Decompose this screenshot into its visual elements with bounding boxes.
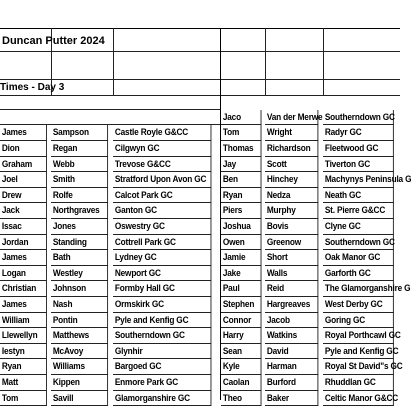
left-first-name-cell[interactable]: Christian xyxy=(0,281,47,297)
right-first-name-cell[interactable]: Paul xyxy=(221,281,261,297)
left-club-cell[interactable]: Stratford Upon Avon GC xyxy=(113,172,211,188)
right-first-name-cell[interactable]: Connor xyxy=(221,313,261,329)
left-club-cell[interactable]: Bargoed GC xyxy=(113,359,211,375)
right-first-name-cell[interactable]: Ben xyxy=(221,172,261,188)
right-club-cell[interactable]: Royal St David"s GC xyxy=(323,359,394,375)
left-club-cell[interactable]: Trevose G&CC xyxy=(113,157,211,173)
right-club-cell[interactable]: The Glamorganshire G xyxy=(323,281,394,297)
right-first-name-cell[interactable]: Thomas xyxy=(221,141,261,157)
sheet-title: Duncan Putter 2024 xyxy=(2,35,105,47)
left-last-name-cell[interactable]: Williams xyxy=(51,359,108,375)
left-first-name-cell[interactable]: Tom xyxy=(0,391,47,406)
right-first-name-cell[interactable]: Jaco xyxy=(221,110,261,126)
right-last-name-cell[interactable]: Short xyxy=(265,250,318,266)
left-club-cell[interactable]: Ormskirk GC xyxy=(113,297,211,313)
left-last-name-cell[interactable]: Johnson xyxy=(51,281,108,297)
left-club-cell[interactable]: Lydney GC xyxy=(113,250,211,266)
left-first-name-cell[interactable]: Issac xyxy=(0,219,47,235)
right-last-name-cell[interactable]: Scott xyxy=(265,157,318,173)
left-first-name-cell[interactable]: Drew xyxy=(0,188,47,204)
right-club-cell[interactable]: Pyle and Kenfig GC xyxy=(323,344,394,360)
right-club-cell[interactable]: Neath GC xyxy=(323,188,394,204)
left-last-name-cell[interactable]: Matthews xyxy=(51,328,108,344)
right-club-cell[interactable]: Southerndown GC xyxy=(323,110,394,126)
left-club-cell[interactable]: Cilgwyn GC xyxy=(113,141,211,157)
right-first-name-cell[interactable]: Jamie xyxy=(221,250,261,266)
right-last-name-cell[interactable]: Van der Merwe xyxy=(265,110,318,126)
right-last-name-cell[interactable]: Nedza xyxy=(265,188,318,204)
left-last-name-cell[interactable]: Webb xyxy=(51,157,108,173)
left-last-name-cell[interactable]: McAvoy xyxy=(51,344,108,360)
grid-line xyxy=(113,28,114,96)
left-first-name-cell[interactable]: Dion xyxy=(0,141,47,157)
right-club-cell[interactable]: Celtic Manor G&CC xyxy=(323,391,394,406)
left-last-name-cell[interactable]: Kippen xyxy=(51,375,108,391)
right-first-name-cell[interactable]: Joshua xyxy=(221,219,261,235)
left-last-name-cell[interactable]: Smith xyxy=(51,172,108,188)
grid-line xyxy=(0,95,400,96)
right-last-name-cell[interactable]: Walls xyxy=(265,266,318,282)
left-first-name-cell[interactable]: Joel xyxy=(0,172,47,188)
right-last-name-cell[interactable]: Wright xyxy=(265,125,318,141)
left-last-name-cell[interactable]: Westley xyxy=(51,266,108,282)
right-club-cell[interactable]: Royal Porthcawl GC xyxy=(323,328,394,344)
grid-line xyxy=(265,28,266,96)
left-first-name-cell[interactable]: Jack xyxy=(0,203,47,219)
grid-line xyxy=(0,51,400,52)
left-first-name-cell[interactable]: James xyxy=(0,250,47,266)
left-last-name-cell[interactable]: Standing xyxy=(51,235,108,251)
right-last-name-cell[interactable]: Hargreaves xyxy=(265,297,318,313)
right-first-name-cell[interactable]: Caolan xyxy=(221,375,261,391)
right-club-cell[interactable]: St. Pierre G&CC xyxy=(323,203,394,219)
right-club-cell[interactable]: Clyne GC xyxy=(323,219,394,235)
right-last-name-cell[interactable]: David xyxy=(265,344,318,360)
left-club-cell[interactable]: Formby Hall GC xyxy=(113,281,211,297)
left-first-name-cell[interactable]: Ryan xyxy=(0,359,47,375)
right-last-name-cell[interactable]: Bovis xyxy=(265,219,318,235)
right-first-name-cell[interactable]: Owen xyxy=(221,235,261,251)
right-first-name-cell[interactable]: Ryan xyxy=(221,188,261,204)
left-first-name-cell[interactable]: Logan xyxy=(0,266,47,282)
right-club-cell[interactable]: Oak Manor GC xyxy=(323,250,394,266)
left-last-name-cell[interactable]: Jones xyxy=(51,219,108,235)
left-last-name-cell[interactable]: Bath xyxy=(51,250,108,266)
left-last-name-cell[interactable]: Regan xyxy=(51,141,108,157)
left-club-cell[interactable]: Glynhir xyxy=(113,344,211,360)
left-first-name-cell[interactable]: Matt xyxy=(0,375,47,391)
right-first-name-cell[interactable]: Kyle xyxy=(221,359,261,375)
left-club-cell[interactable]: Pyle and Kenfig GC xyxy=(113,313,211,329)
left-club-cell[interactable]: Castle Royle G&CC xyxy=(113,125,211,141)
left-club-cell[interactable]: Glamorganshire GC xyxy=(113,391,211,406)
right-club-cell[interactable]: Fleetwood GC xyxy=(323,141,394,157)
left-first-name-cell[interactable]: Iestyn xyxy=(0,344,47,360)
right-last-name-cell[interactable]: Baker xyxy=(265,391,318,406)
left-club-cell[interactable]: Newport GC xyxy=(113,266,211,282)
left-club-cell[interactable]: Cottrell Park GC xyxy=(113,235,211,251)
right-last-name-cell[interactable]: Harman xyxy=(265,359,318,375)
left-first-name-cell[interactable]: Jordan xyxy=(0,235,47,251)
sheet-subtitle: Times - Day 3 xyxy=(0,82,65,93)
top-border xyxy=(0,28,400,29)
right-first-name-cell[interactable]: Stephen xyxy=(221,297,261,313)
left-club-cell[interactable]: Enmore Park GC xyxy=(113,375,211,391)
right-last-name-cell[interactable]: Reid xyxy=(265,281,318,297)
left-first-name-cell[interactable]: Llewellyn xyxy=(0,328,47,344)
left-last-name-cell[interactable]: Nash xyxy=(51,297,108,313)
left-last-name-cell[interactable]: Pontin xyxy=(51,313,108,329)
left-club-cell[interactable]: Oswestry GC xyxy=(113,219,211,235)
right-last-name-cell[interactable]: Watkins xyxy=(265,328,318,344)
left-club-cell[interactable]: Southerndown GC xyxy=(113,328,211,344)
grid-line xyxy=(323,28,324,96)
right-first-name-cell[interactable]: Piers xyxy=(221,203,261,219)
right-club-cell[interactable]: West Derby GC xyxy=(323,297,394,313)
right-first-name-cell[interactable]: Jay xyxy=(221,157,261,173)
right-last-name-cell[interactable]: Hinchey xyxy=(265,172,318,188)
left-last-name-cell[interactable]: Northgraves xyxy=(51,203,108,219)
right-first-name-cell[interactable]: Theo xyxy=(221,391,261,406)
right-club-cell[interactable]: Rhuddlan GC xyxy=(323,375,394,391)
right-last-name-cell[interactable]: Murphy xyxy=(265,203,318,219)
left-club-cell[interactable]: Calcot Park GC xyxy=(113,188,211,204)
right-last-name-cell[interactable]: Jacob xyxy=(265,313,318,329)
grid-line xyxy=(0,109,220,110)
left-first-name-cell[interactable]: James xyxy=(0,297,47,313)
left-first-name-cell[interactable]: James xyxy=(0,125,47,141)
right-last-name-cell[interactable]: Richardson xyxy=(265,141,318,157)
right-first-name-cell[interactable]: Sean xyxy=(221,344,261,360)
right-club-cell[interactable]: Goring GC xyxy=(323,313,394,329)
right-first-name-cell[interactable]: Harry xyxy=(221,328,261,344)
right-club-cell[interactable]: Machynys Peninsula G xyxy=(323,172,394,188)
right-club-cell[interactable]: Southerndown GC xyxy=(323,235,394,251)
grid-line xyxy=(0,79,400,80)
right-club-cell[interactable]: Radyr GC xyxy=(323,125,394,141)
right-first-name-cell[interactable]: Tom xyxy=(221,125,261,141)
right-club-cell[interactable]: Garforth GC xyxy=(323,266,394,282)
right-last-name-cell[interactable]: Burford xyxy=(265,375,318,391)
left-last-name-cell[interactable]: Sampson xyxy=(51,125,108,141)
left-last-name-cell[interactable]: Savill xyxy=(51,391,108,406)
right-club-cell[interactable]: Tiverton GC xyxy=(323,157,394,173)
left-club-cell[interactable]: Ganton GC xyxy=(113,203,211,219)
right-last-name-cell[interactable]: Greenow xyxy=(265,235,318,251)
left-first-name-cell[interactable]: Graham xyxy=(0,157,47,173)
left-first-name-cell[interactable]: William xyxy=(0,313,47,329)
right-first-name-cell[interactable]: Jake xyxy=(221,266,261,282)
left-last-name-cell[interactable]: Rolfe xyxy=(51,188,108,204)
grid-line xyxy=(0,124,220,125)
